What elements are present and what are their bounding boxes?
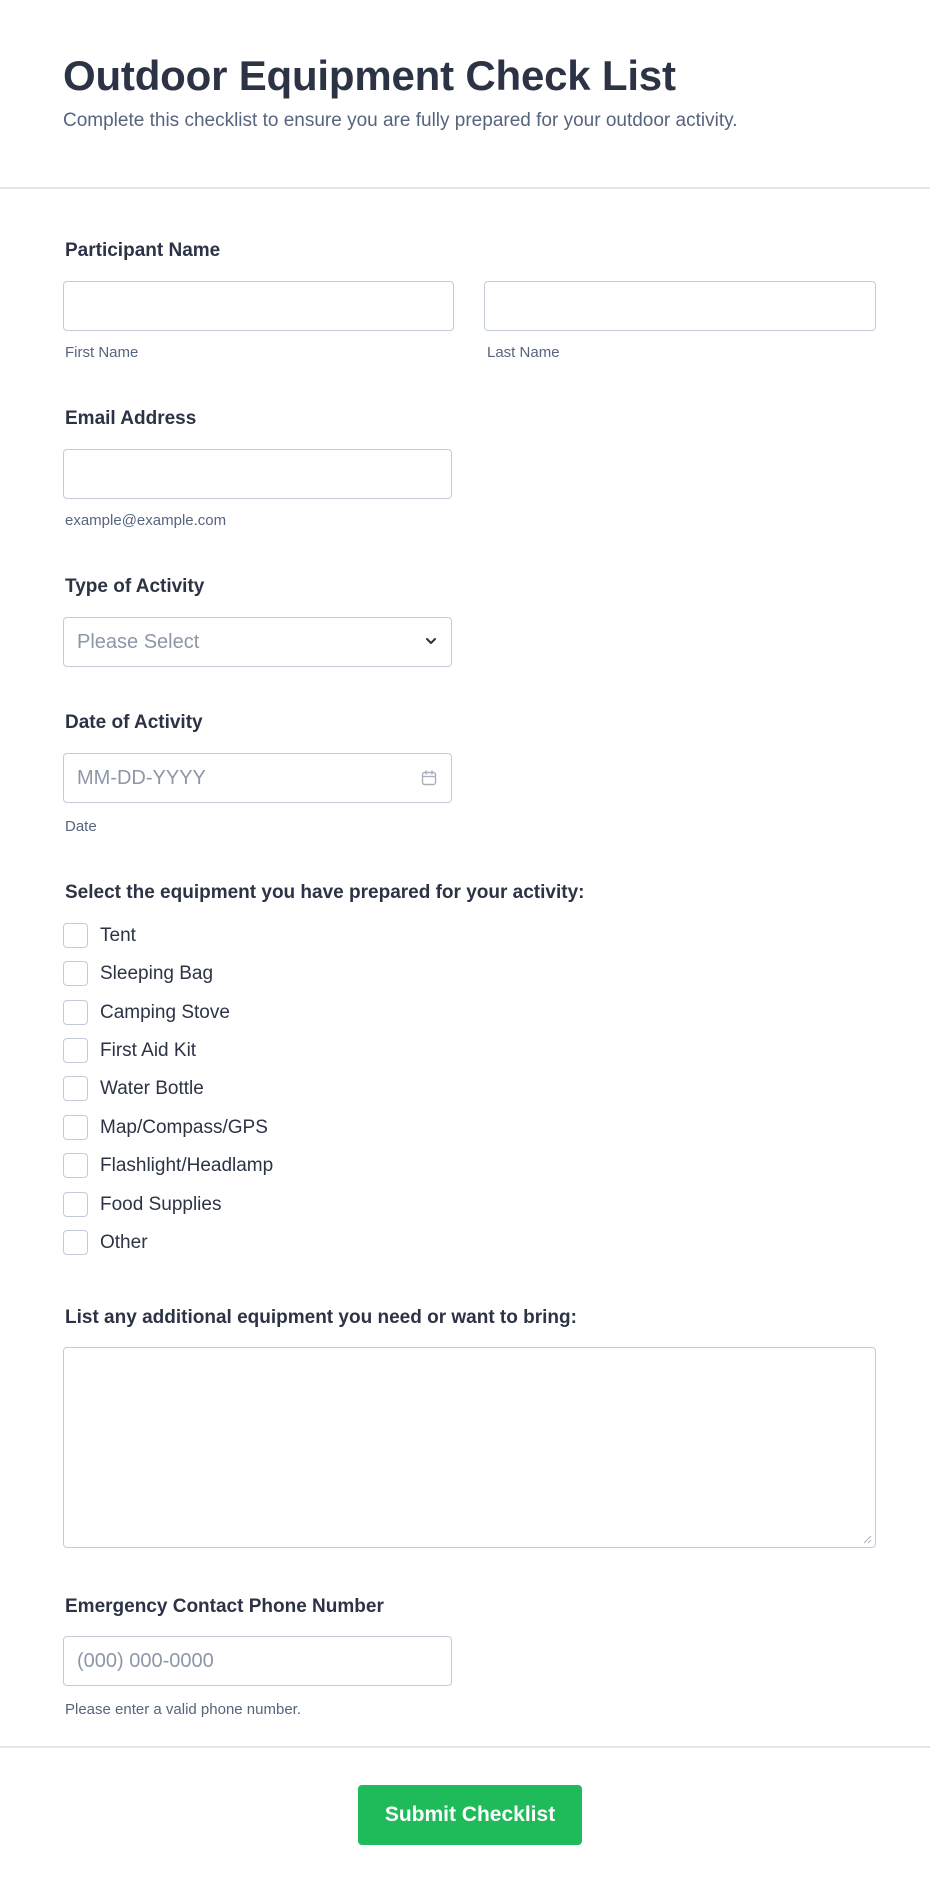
checkbox[interactable]: [63, 1000, 88, 1025]
footer-divider: [0, 1746, 930, 1748]
checkbox[interactable]: [63, 1230, 88, 1255]
checkbox[interactable]: [63, 1076, 88, 1101]
email-sublabel: example@example.com: [65, 512, 227, 529]
activity-date-label: Date of Activity: [65, 712, 203, 733]
first-name-input[interactable]: [63, 281, 454, 331]
email-input[interactable]: [63, 449, 452, 499]
participant-name-label: Participant Name: [65, 240, 221, 261]
email-label: Email Address: [65, 408, 197, 429]
last-name-input[interactable]: [484, 281, 876, 331]
submit-button[interactable]: Submit Checklist: [358, 1785, 582, 1845]
checkbox[interactable]: [63, 923, 88, 948]
checkbox[interactable]: [63, 961, 88, 986]
additional-equipment-textarea[interactable]: [63, 1347, 876, 1548]
calendar-icon[interactable]: [420, 769, 438, 787]
activity-type-selected: Please Select: [77, 631, 200, 653]
additional-equipment-label: List any additional equipment you need or want to bring:: [65, 1307, 577, 1328]
phone-input[interactable]: (000) 000-0000: [63, 1636, 452, 1686]
form-subtitle: Complete this checklist to ensure you are fully prepared for your outdoor activity.: [63, 110, 738, 131]
date-sublabel: Date: [65, 818, 97, 835]
phone-label: Emergency Contact Phone Number: [65, 1596, 384, 1617]
checkbox[interactable]: [63, 1115, 88, 1140]
checkbox[interactable]: [63, 1192, 88, 1217]
resize-grip-icon[interactable]: [862, 1534, 872, 1544]
activity-type-select[interactable]: [63, 617, 452, 667]
checkbox[interactable]: [63, 1153, 88, 1178]
form-title: Outdoor Equipment Check List: [63, 52, 676, 99]
activity-type-label: Type of Activity: [65, 576, 205, 597]
equipment-label: Select the equipment you have prepared for your activity:: [65, 882, 585, 903]
phone-sublabel: Please enter a valid phone number.: [65, 1701, 301, 1718]
form-header: [0, 0, 930, 189]
checkbox[interactable]: [63, 1038, 88, 1063]
chevron-down-icon: [424, 634, 438, 648]
first-name-sublabel: First Name: [65, 344, 139, 361]
activity-date-input[interactable]: MM-DD-YYYY: [63, 753, 452, 803]
last-name-sublabel: Last Name: [487, 344, 560, 361]
